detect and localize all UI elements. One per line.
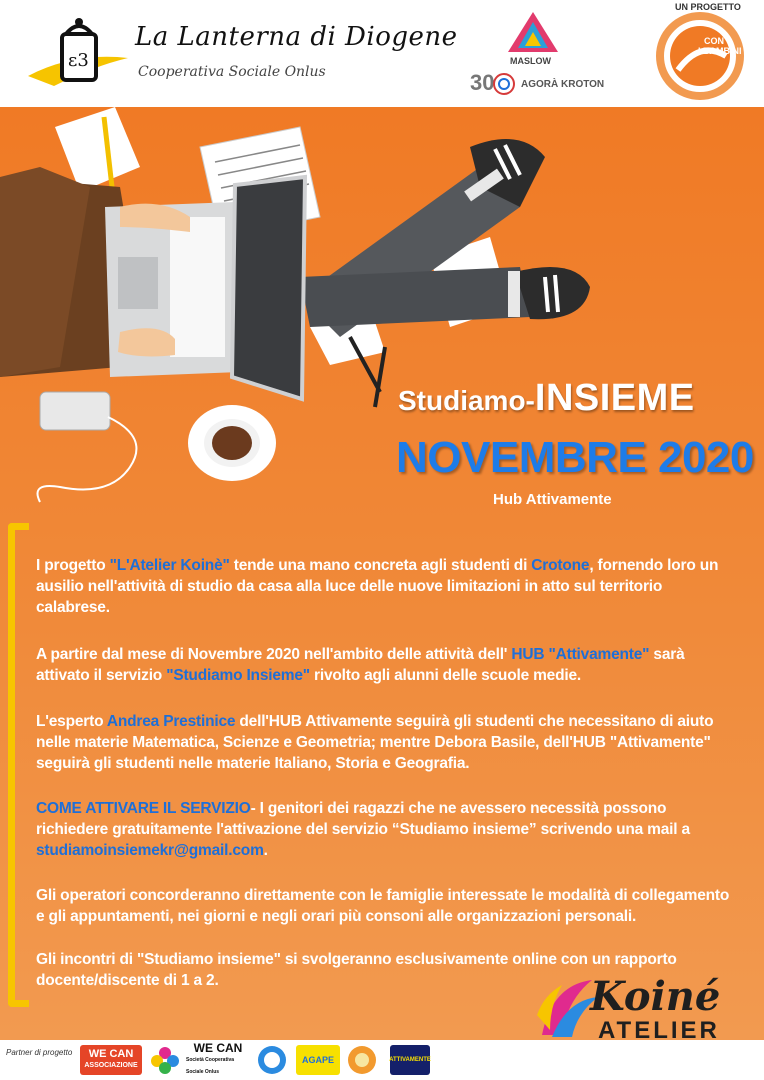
p3-expert-name: Andrea Prestinice bbox=[106, 713, 236, 730]
p4-text-b: - I genitori dei ragazzi che ne avessero necessità possono richiedere gratuitamente l'attivazione del servizio “Studiamo insieme” scrivendo una mail a bbox=[36, 800, 690, 838]
p4-heading: COME ATTIVARE IL SERVIZIO bbox=[36, 800, 251, 817]
paragraph-5: Gli operatori concorderanno direttamente con le famiglie interessate le modalità di collegamento e gli appuntamenti, nei giorni e negli orari più consoni alle organizzazioni personali. bbox=[36, 887, 730, 925]
wecan-association-logo bbox=[80, 1045, 142, 1075]
p1-text-e: , fornendo loro un ausilio nell'attività di studio da casa alla luce delle nuove limitazioni in atto sul territorio calabrese. bbox=[36, 557, 719, 616]
partner-label: Partner di progetto bbox=[6, 1048, 73, 1057]
p1-project-name: "L'Atelier Koinè" bbox=[109, 557, 230, 574]
attivamente-logo bbox=[390, 1045, 430, 1075]
orange-circle-partner-icon bbox=[344, 1044, 380, 1076]
bambini-name-2: I BAMBINI bbox=[698, 46, 742, 56]
bambini-top: UN PROGETTO bbox=[675, 2, 741, 12]
agape-label: AGAPE bbox=[301, 1055, 334, 1065]
wecan1-line2: ASSOCIAZIONE bbox=[84, 1062, 138, 1069]
hero-month: NOVEMBRE 2020 bbox=[396, 433, 754, 482]
paragraph-2 bbox=[36, 644, 726, 686]
agora-number: 30 bbox=[470, 70, 495, 95]
org-title: La Lanterna di Diogene bbox=[135, 22, 458, 52]
agora-label: AGORÀ KROTON bbox=[521, 79, 605, 90]
paragraph-3 bbox=[36, 711, 731, 774]
org-subtitle: Cooperativa Sociale Onlus bbox=[138, 64, 326, 80]
hero-title-part1: Studiamo- bbox=[398, 385, 535, 416]
lantern-logo-icon bbox=[24, 14, 132, 94]
p1-text-a: I progetto bbox=[36, 557, 110, 574]
header bbox=[0, 0, 764, 107]
blue-circle-partner-icon bbox=[254, 1044, 290, 1076]
p3-text-a: L'esperto bbox=[36, 713, 107, 730]
wecan1-line1: WE CAN bbox=[88, 1048, 134, 1060]
p4-text-d: . bbox=[263, 842, 268, 859]
maslow-label: MASLOW bbox=[510, 56, 551, 66]
wecan2-line1: WE CAN bbox=[193, 1041, 243, 1055]
p3-text-c: dell'HUB Attivamente seguirà gli studenti che necessitano di aiuto nelle materie Matematica, Scienze e Geometria; mentre Debora Basile, dell'HUB "Attivamente" seguirà gli studenti nelle materie Italiano, Storia e Geografia. bbox=[36, 713, 714, 772]
paragraph-1 bbox=[36, 555, 726, 618]
hero-hub: Hub Attivamente bbox=[493, 491, 612, 508]
hero-title bbox=[398, 377, 695, 420]
p4-email-link[interactable]: studiamoinsiemekr@gmail.com bbox=[36, 842, 264, 859]
con-i-bambini-logo-icon bbox=[648, 10, 752, 102]
flower-partner-icon bbox=[147, 1043, 183, 1077]
p2-text-e: rivolto agli alunni delle scuole medie. bbox=[309, 667, 582, 684]
poster-body bbox=[0, 107, 764, 1040]
koine-wordmark: Koiné bbox=[590, 973, 721, 1020]
wecan-cooperative-logo bbox=[186, 1041, 250, 1075]
p2-hub: HUB "Attivamente" bbox=[511, 646, 650, 663]
svg-text:ε3: ε3 bbox=[68, 50, 89, 71]
yellow-bracket bbox=[8, 523, 29, 1007]
attivamente-label: ATTIVAMENTE bbox=[389, 1057, 431, 1063]
p2-text-a: A partire dal mese di Novembre 2020 nell'ambito delle attività dell' bbox=[36, 646, 512, 663]
p1-city: Crotone bbox=[531, 557, 590, 574]
p2-service: "Studiamo Insieme" bbox=[166, 667, 310, 684]
maslow-logo-icon bbox=[508, 12, 558, 56]
bambini-name-1: CON bbox=[704, 36, 724, 46]
agape-logo bbox=[296, 1045, 340, 1075]
paragraph-6: Gli incontri di "Studiamo insieme" si svolgeranno esclusivamente online con un rapporto docente/discente di 1 a 2. bbox=[36, 951, 677, 989]
p2-text-c: sarà attivato il servizio bbox=[36, 646, 685, 684]
atelier-wordmark: ATELIER bbox=[598, 1017, 720, 1040]
paragraph-4 bbox=[36, 798, 726, 861]
wecan2-line2: Società Cooperativa Sociale Onlus bbox=[186, 1057, 235, 1075]
agora-circle-icon bbox=[492, 72, 516, 96]
hero-title-part2: INSIEME bbox=[534, 377, 695, 419]
p1-text-c: tende una mano concreta agli studenti di bbox=[229, 557, 532, 574]
